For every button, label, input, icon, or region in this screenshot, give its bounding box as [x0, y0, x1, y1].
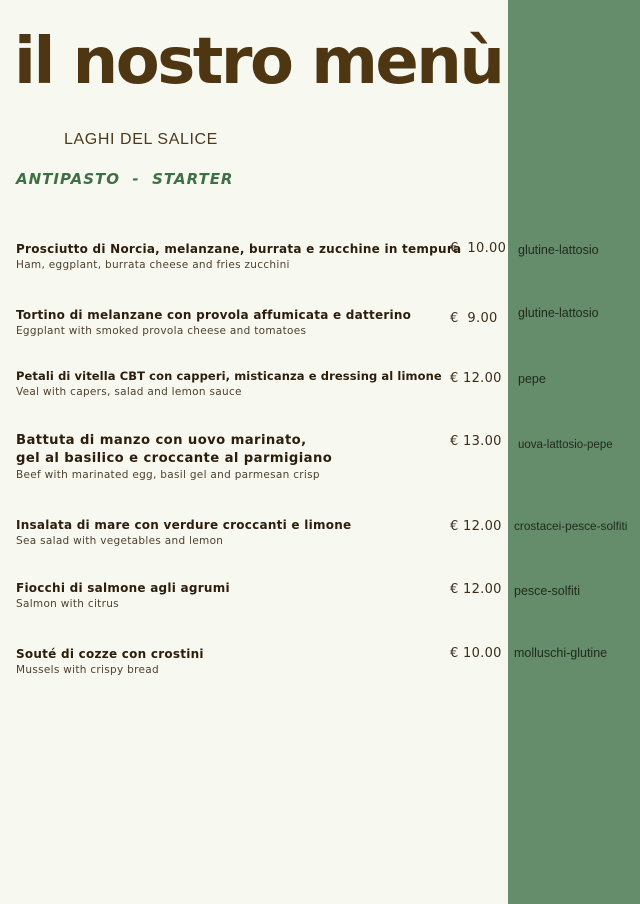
- dish-price: € 12.00: [450, 371, 502, 386]
- dish-name-italian: Souté di cozze con crostini: [16, 647, 204, 661]
- dish-item: [16, 307, 448, 338]
- section-heading: ANTIPASTO - STARTER: [16, 170, 234, 188]
- dish-price: € 12.00: [450, 519, 502, 534]
- dish-name-english: Ham, eggplant, burrata cheese and fries zucchini: [16, 259, 290, 271]
- venue-name: LAGHI DEL SALICE: [64, 131, 218, 148]
- dish-allergens: glutine-lattosio: [518, 243, 599, 257]
- dish-allergens: crostacei-pesce-solfiti: [514, 519, 628, 533]
- dish-name-italian: Prosciutto di Norcia, melanzane, burrata e zucchine in tempura: [16, 242, 462, 256]
- menu-title: il nostro menù: [14, 25, 503, 99]
- dish-name-english: Sea salad with vegetables and lemon: [16, 535, 224, 547]
- dish-price: € 10.00: [450, 241, 507, 256]
- dish-name-italian: Insalata di mare con verdure croccanti e limone: [16, 518, 352, 532]
- dish-name-italian: Tortino di melanzane con provola affumicata e datterino: [16, 308, 412, 322]
- dish-name-italian: Fiocchi di salmone agli agrumi: [16, 581, 230, 595]
- dish-name-english: Salmon with citrus: [16, 598, 119, 610]
- dish-name-italian: gel al basilico e croccante al parmigiano: [16, 451, 333, 466]
- dish-name-english: Veal with capers, salad and lemon sauce: [16, 386, 242, 398]
- dish-item: [16, 368, 448, 399]
- dish-allergens: uova-lattosio-pepe: [518, 439, 613, 451]
- dish-item: [16, 646, 448, 677]
- dish-price: € 12.00: [450, 582, 502, 597]
- dish-name-english: Beef with marinated egg, basil gel and parmesan crisp: [16, 469, 320, 481]
- dish-name-english: Eggplant with smoked provola cheese and tomatoes: [16, 325, 307, 337]
- dish-price: € 9.00: [450, 311, 498, 326]
- dish-name-italian: Battuta di manzo con uovo marinato,: [16, 433, 307, 448]
- dish-item: [16, 432, 448, 482]
- dish-name-english: Mussels with crispy bread: [16, 664, 159, 676]
- dish-price: € 10.00: [450, 646, 502, 661]
- allergen-sidebar: [508, 0, 640, 904]
- dish-item: [16, 580, 448, 611]
- dish-allergens: pesce-solfiti: [514, 584, 580, 598]
- dish-allergens: glutine-lattosio: [518, 306, 599, 320]
- dish-allergens: pepe: [518, 372, 546, 386]
- dish-item: [16, 517, 448, 548]
- dish-price: € 13.00: [450, 434, 502, 449]
- dish-item: [16, 241, 462, 272]
- dish-name-italian: Petali di vitella CBT con capperi, misticanza e dressing al limone: [16, 369, 442, 383]
- dish-allergens: molluschi-glutine: [514, 646, 608, 660]
